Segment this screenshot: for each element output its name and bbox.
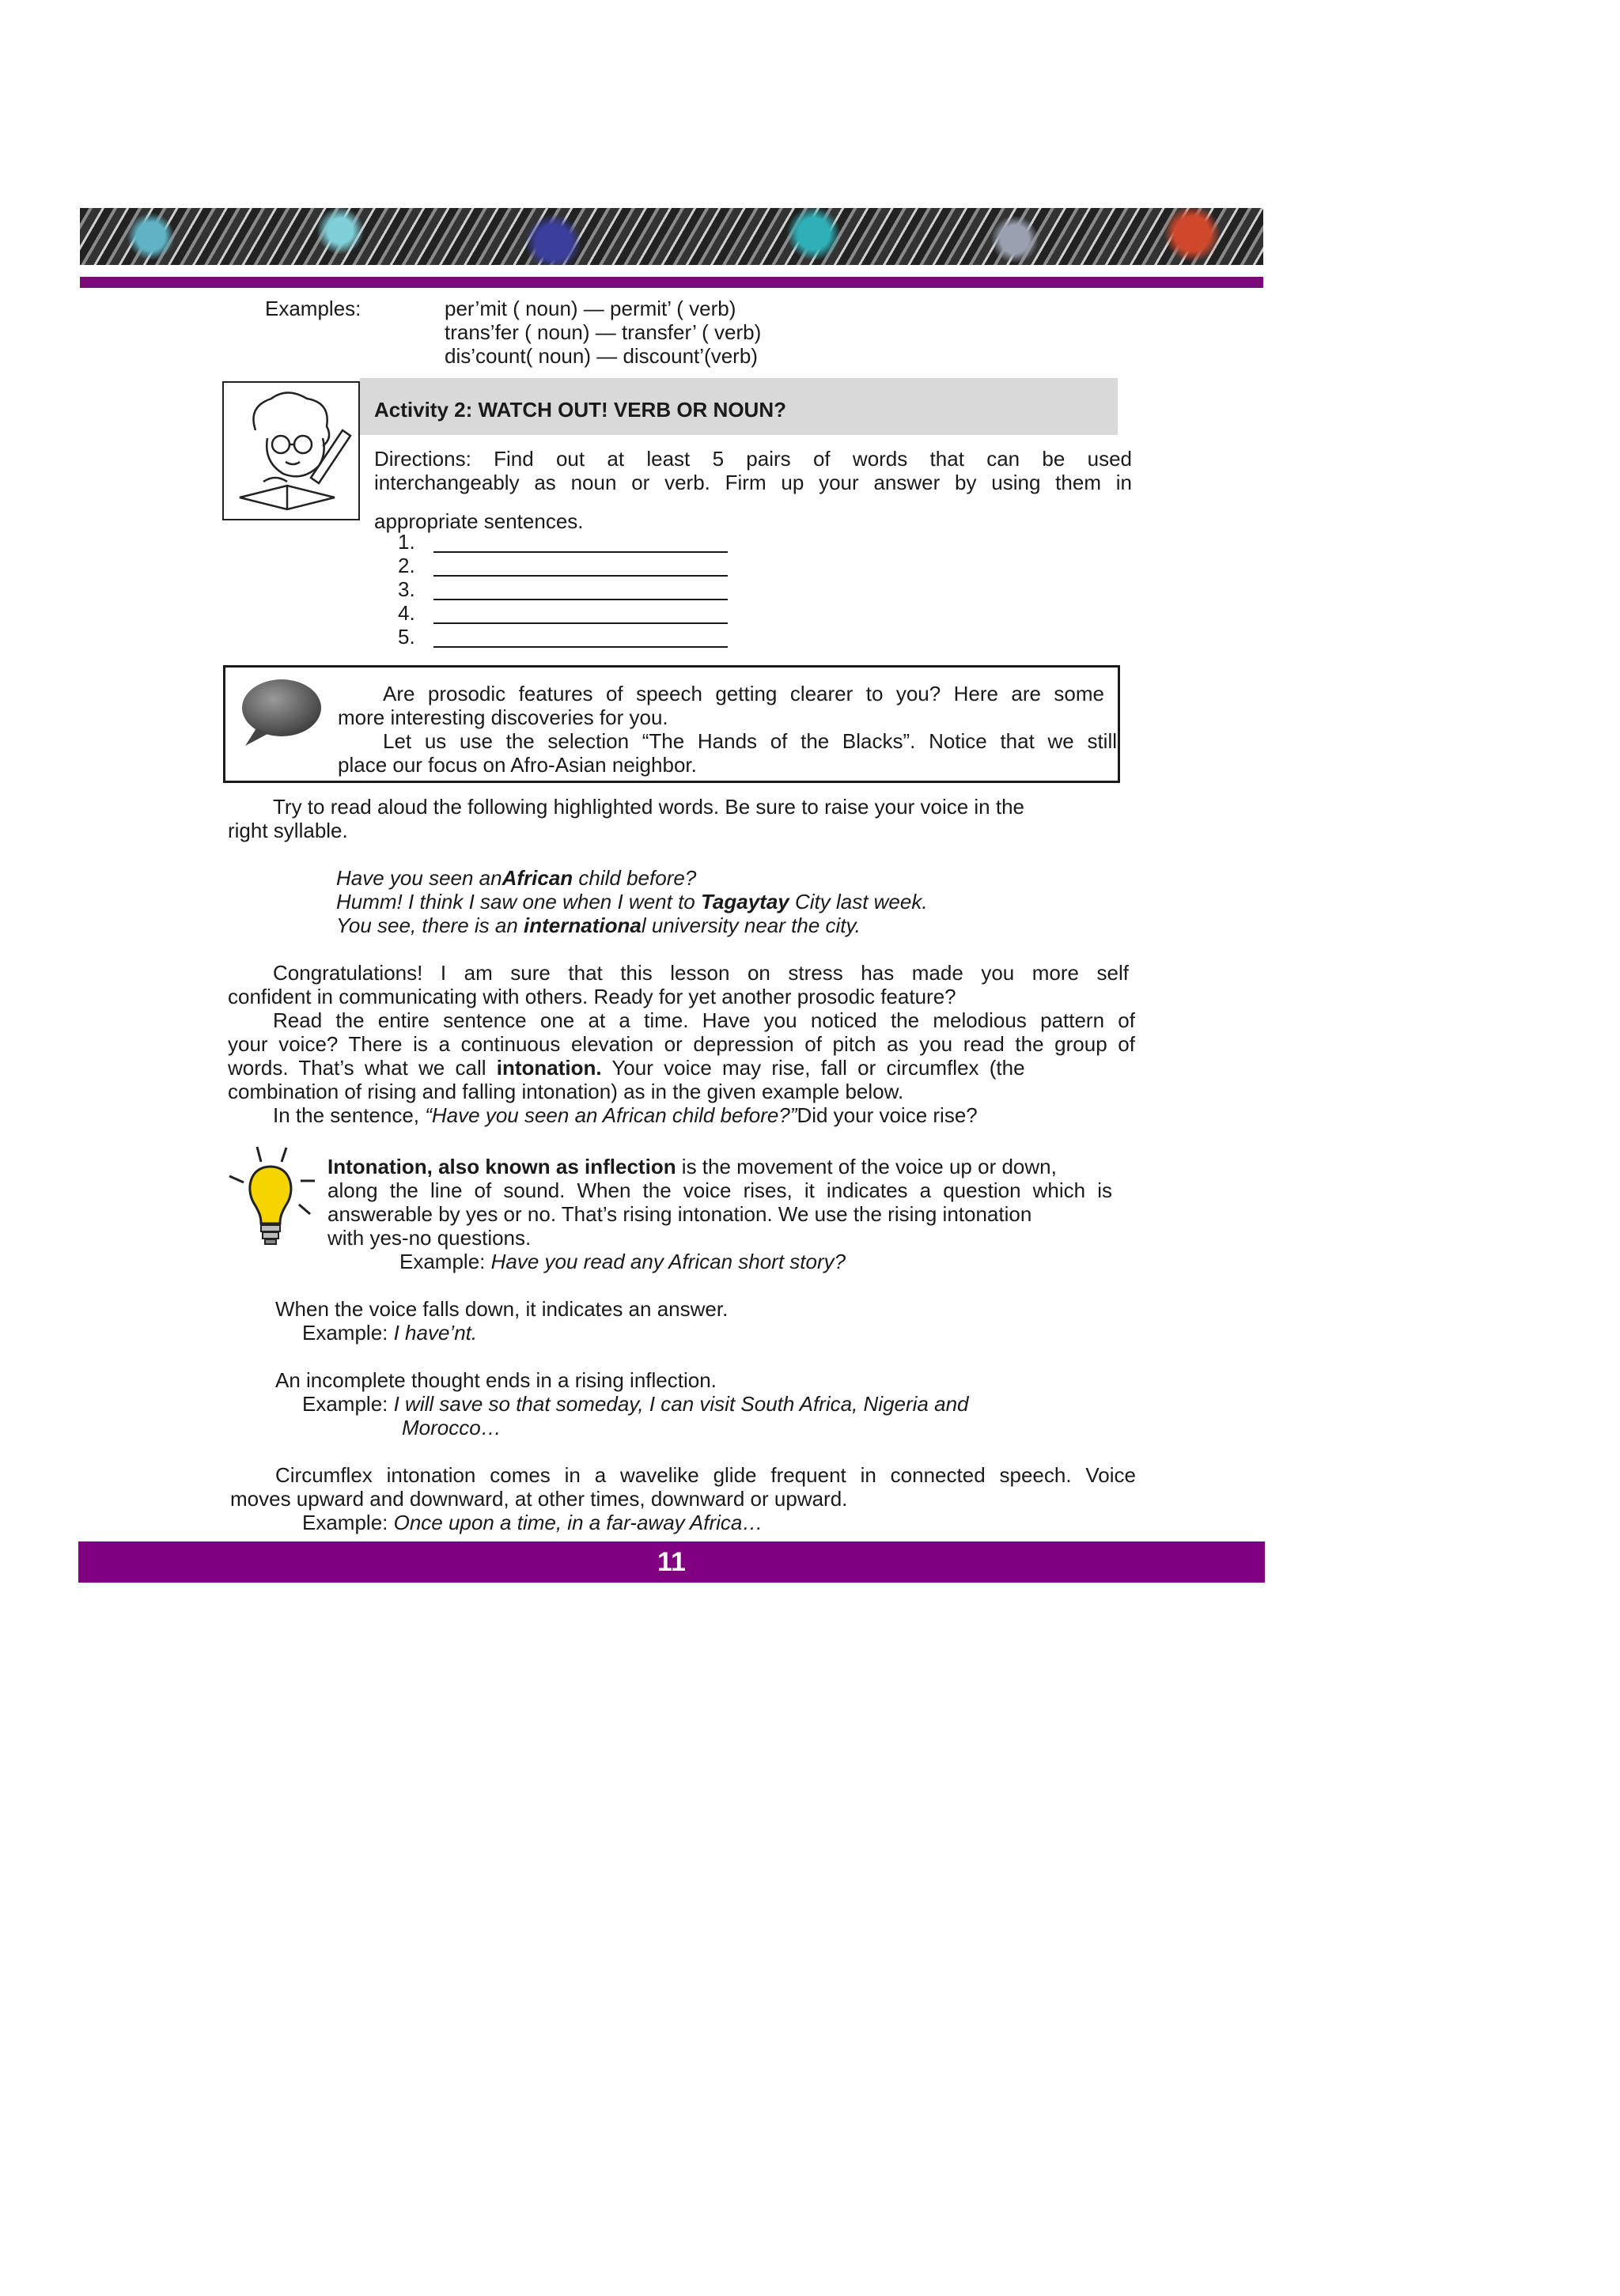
congrats-line-3: Read the entire sentence one at a time. Have you noticed the melodious pattern of [273, 1008, 1135, 1032]
callout-line-2: more interesting discoveries for you. [338, 705, 668, 729]
answer-number-3: 3. [398, 577, 415, 601]
incomplete-example: Example: I will save so that someday, I can visit South Africa, Nigeria and [302, 1392, 969, 1416]
falling-example: Example: I have’nt. [302, 1321, 478, 1345]
congrats-line-5: words. That’s what we call intonation. Your voice may rise, fall or circumflex (the [228, 1056, 1025, 1080]
directions-line-1: Directions: Find out at least 5 pairs of words that can be used [374, 447, 1132, 471]
callout-line-4: place our focus on Afro-Asian neighbor. [338, 753, 697, 777]
light-bulb-icon [221, 1143, 318, 1250]
intonation-example: Example: Have you read any African short story? [399, 1250, 846, 1273]
intonation-line-4: with yes-no questions. [327, 1226, 532, 1250]
callout-line-1: Are prosodic features of speech getting clearer to you? Here are some [383, 682, 1104, 705]
falling-line: When the voice falls down, it indicates an answer. [275, 1297, 729, 1321]
answer-number-2: 2. [398, 554, 415, 577]
example-sentence-3: You see, there is an international university near the city. [336, 913, 861, 937]
examples-label: Examples: [265, 297, 361, 320]
example-line-1: per’mit ( noun) — permit’ ( verb) [445, 297, 736, 320]
answer-blank-5[interactable] [433, 646, 728, 648]
student-reading-icon [224, 383, 358, 519]
header-rule [80, 277, 1263, 288]
congrats-line-4: your voice? There is a continuous elevation or depression of pitch as you read the group of [228, 1032, 1135, 1056]
intonation-line-2: along the line of sound. When the voice rises, it indicates a question which is [327, 1178, 1112, 1202]
intonation-line-1: Intonation, also known as inflection is the movement of the voice up or down, [327, 1155, 1057, 1178]
answer-number-4: 4. [398, 601, 415, 625]
directions-line-3: appropriate sentences. [374, 509, 584, 533]
answer-number-5: 5. [398, 625, 415, 649]
page-number: 11 [657, 1547, 686, 1577]
answer-blank-1[interactable] [433, 551, 728, 553]
circumflex-line-1: Circumflex intonation comes in a wavelike glide frequent in connected speech. Voice [275, 1463, 1136, 1487]
answer-number-1: 1. [398, 530, 415, 554]
circumflex-line-2: moves upward and downward, at other times, downward or upward. [230, 1487, 848, 1511]
example-line-2: trans’fer ( noun) — transfer’ ( verb) [445, 320, 762, 344]
read-aloud-line-2: right syllable. [228, 819, 348, 842]
answer-blank-2[interactable] [433, 575, 728, 577]
incomplete-example-cont: Morocco… [402, 1416, 502, 1439]
speech-bubble-icon [234, 676, 324, 747]
answer-blank-3[interactable] [433, 599, 728, 600]
example-line-3: dis’count( noun) — discount’(verb) [445, 344, 758, 368]
page-number-bar [78, 1541, 1265, 1583]
intonation-line-3: answerable by yes or no. That’s rising intonation. We use the rising intonation [327, 1202, 1032, 1226]
incomplete-line: An incomplete thought ends in a rising inflection. [275, 1368, 717, 1392]
header-banner [80, 208, 1263, 265]
callout-line-3: Let us use the selection “The Hands of the Blacks”. Notice that we still [383, 729, 1117, 753]
circumflex-example: Example: Once upon a time, in a far-away Africa… [302, 1511, 763, 1534]
student-illustration [222, 381, 360, 520]
activity-title: Activity 2: WATCH OUT! VERB OR NOUN? [374, 398, 786, 422]
congrats-line-7: In the sentence, “Have you seen an African child before?”Did your voice rise? [273, 1103, 978, 1127]
example-sentence-1: Have you seen anAfrican child before? [336, 866, 697, 890]
congrats-line-1: Congratulations! I am sure that this lesson on stress has made you more self [273, 961, 1129, 985]
example-sentence-2: Humm! I think I saw one when I went to Tagaytay City last week. [336, 890, 928, 913]
directions-line-2: interchangeably as noun or verb. Firm up your answer by using them in [374, 471, 1132, 494]
answer-blank-4[interactable] [433, 622, 728, 624]
congrats-line-2: confident in communicating with others. Ready for yet another prosodic feature? [228, 985, 956, 1008]
read-aloud-line-1: Try to read aloud the following highlighted words. Be sure to raise your voice in the [273, 795, 1025, 819]
congrats-line-6: combination of rising and falling intonation) as in the given example below. [228, 1080, 904, 1103]
